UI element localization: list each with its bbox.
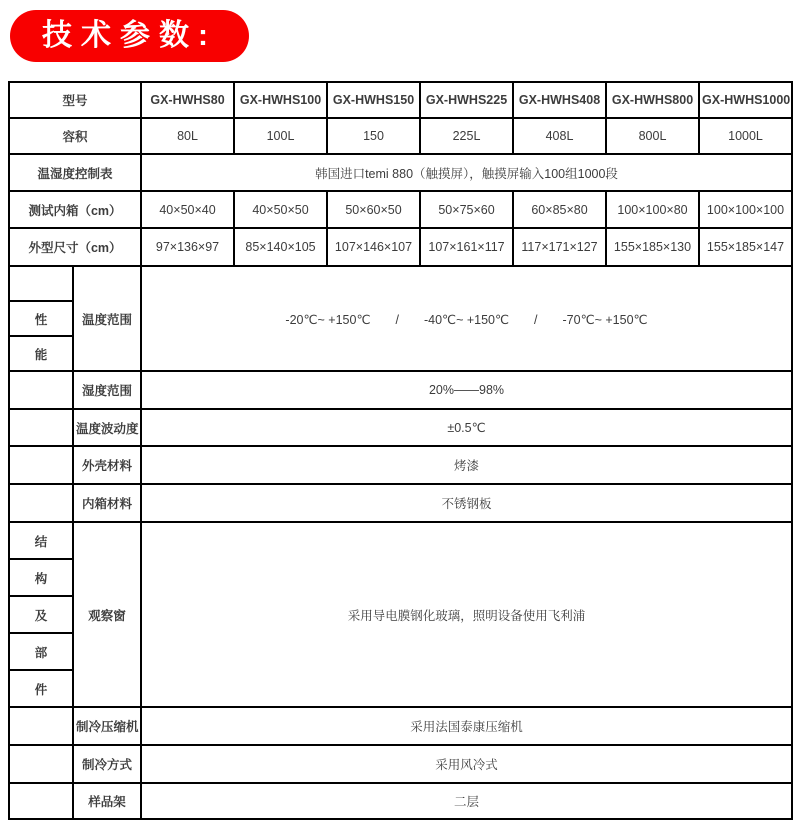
group-spacer-cell [9, 446, 73, 484]
model-row [9, 82, 792, 118]
group-structure-char: 及 [9, 596, 73, 633]
inner-material-value: 不锈钢板 [141, 484, 792, 522]
cooling-method-row [9, 745, 792, 783]
inner-box-cell: 40×50×50 [234, 191, 327, 228]
volume-cell: 100L [234, 118, 327, 154]
row-label-volume: 容积 [9, 118, 141, 154]
cooling-method-value: 采用风冷式 [141, 745, 792, 783]
group-spacer-cell [9, 745, 73, 783]
sample-rack-row [9, 783, 792, 819]
group-spacer-cell [9, 409, 73, 446]
shell-material-row [9, 446, 792, 484]
inner-box-cell: 60×85×80 [513, 191, 606, 228]
inner-box-cell: 50×75×60 [420, 191, 513, 228]
row-label-model: 型号 [9, 82, 141, 118]
row-label-cooling-method: 制冷方式 [73, 745, 141, 783]
controller-value: 韩国进口temi 880（触摸屏），触摸屏输入100组1000段 [141, 154, 792, 191]
group-performance-char: 能 [9, 336, 73, 371]
volume-cell: 225L [420, 118, 513, 154]
outer-size-cell: 155×185×147 [699, 228, 792, 266]
structure-band-row [9, 522, 792, 559]
outer-size-cell: 85×140×105 [234, 228, 327, 266]
volume-cell: 800L [606, 118, 699, 154]
performance-band-row [9, 266, 792, 301]
group-performance-char [9, 266, 73, 301]
row-label-sample-rack: 样品架 [73, 783, 141, 819]
section-title-badge: 技术参数: [10, 10, 249, 62]
compressor-value: 采用法国泰康压缩机 [141, 707, 792, 745]
fluctuation-value: ±0.5℃ [141, 409, 792, 446]
shell-material-value: 烤漆 [141, 446, 792, 484]
inner-box-cell: 50×60×50 [327, 191, 420, 228]
model-name-cell: GX-HWHS800 [606, 82, 699, 118]
sample-rack-value: 二层 [141, 783, 792, 819]
volume-cell: 408L [513, 118, 606, 154]
inner-box-cell: 40×50×40 [141, 191, 234, 228]
row-label-fluctuation: 温度波动度 [73, 409, 141, 446]
outer-size-cell: 117×171×127 [513, 228, 606, 266]
outer-size-cell: 107×146×107 [327, 228, 420, 266]
outer-size-cell: 97×136×97 [141, 228, 234, 266]
row-label-shell-material: 外壳材料 [73, 446, 141, 484]
row-label-inner-box: 测试内箱（cm） [9, 191, 141, 228]
row-label-window: 观察窗 [73, 522, 141, 707]
group-structure-char: 构 [9, 559, 73, 596]
group-performance-char: 性 [9, 301, 73, 336]
controller-row [9, 154, 792, 191]
spec-table [8, 81, 793, 820]
compressor-row [9, 707, 792, 745]
inner-box-row [9, 191, 792, 228]
inner-box-cell: 100×100×100 [699, 191, 792, 228]
volume-cell: 80L [141, 118, 234, 154]
row-label-inner-material: 内箱材料 [73, 484, 141, 522]
row-label-temp-range: 温度范围 [73, 266, 141, 371]
group-structure-char: 部 [9, 633, 73, 670]
group-spacer-cell [9, 371, 73, 409]
humidity-row [9, 371, 792, 409]
row-label-humidity: 湿度范围 [73, 371, 141, 409]
group-structure-char: 结 [9, 522, 73, 559]
outer-size-row [9, 228, 792, 266]
window-value: 采用导电膜钢化玻璃，照明设备使用飞利浦 [141, 522, 792, 707]
group-structure-char: 件 [9, 670, 73, 707]
model-name-cell: GX-HWHS80 [141, 82, 234, 118]
group-spacer-cell [9, 783, 73, 819]
humidity-value: 20%——98% [141, 371, 792, 409]
model-name-cell: GX-HWHS1000 [699, 82, 792, 118]
outer-size-cell: 155×185×130 [606, 228, 699, 266]
model-name-cell: GX-HWHS225 [420, 82, 513, 118]
group-spacer-cell [9, 484, 73, 522]
fluctuation-row [9, 409, 792, 446]
temp-range-value: -20℃~ +150℃ / -40℃~ +150℃ / -70℃~ +150℃ [141, 266, 792, 371]
volume-cell: 150 [327, 118, 420, 154]
row-label-compressor: 制冷压缩机 [73, 707, 141, 745]
group-spacer-cell [9, 707, 73, 745]
model-name-cell: GX-HWHS408 [513, 82, 606, 118]
outer-size-cell: 107×161×117 [420, 228, 513, 266]
volume-row [9, 118, 792, 154]
volume-cell: 1000L [699, 118, 792, 154]
model-name-cell: GX-HWHS100 [234, 82, 327, 118]
row-label-controller: 温湿度控制表 [9, 154, 141, 191]
inner-box-cell: 100×100×80 [606, 191, 699, 228]
model-name-cell: GX-HWHS150 [327, 82, 420, 118]
inner-material-row [9, 484, 792, 522]
row-label-outer-size: 外型尺寸（cm） [9, 228, 141, 266]
